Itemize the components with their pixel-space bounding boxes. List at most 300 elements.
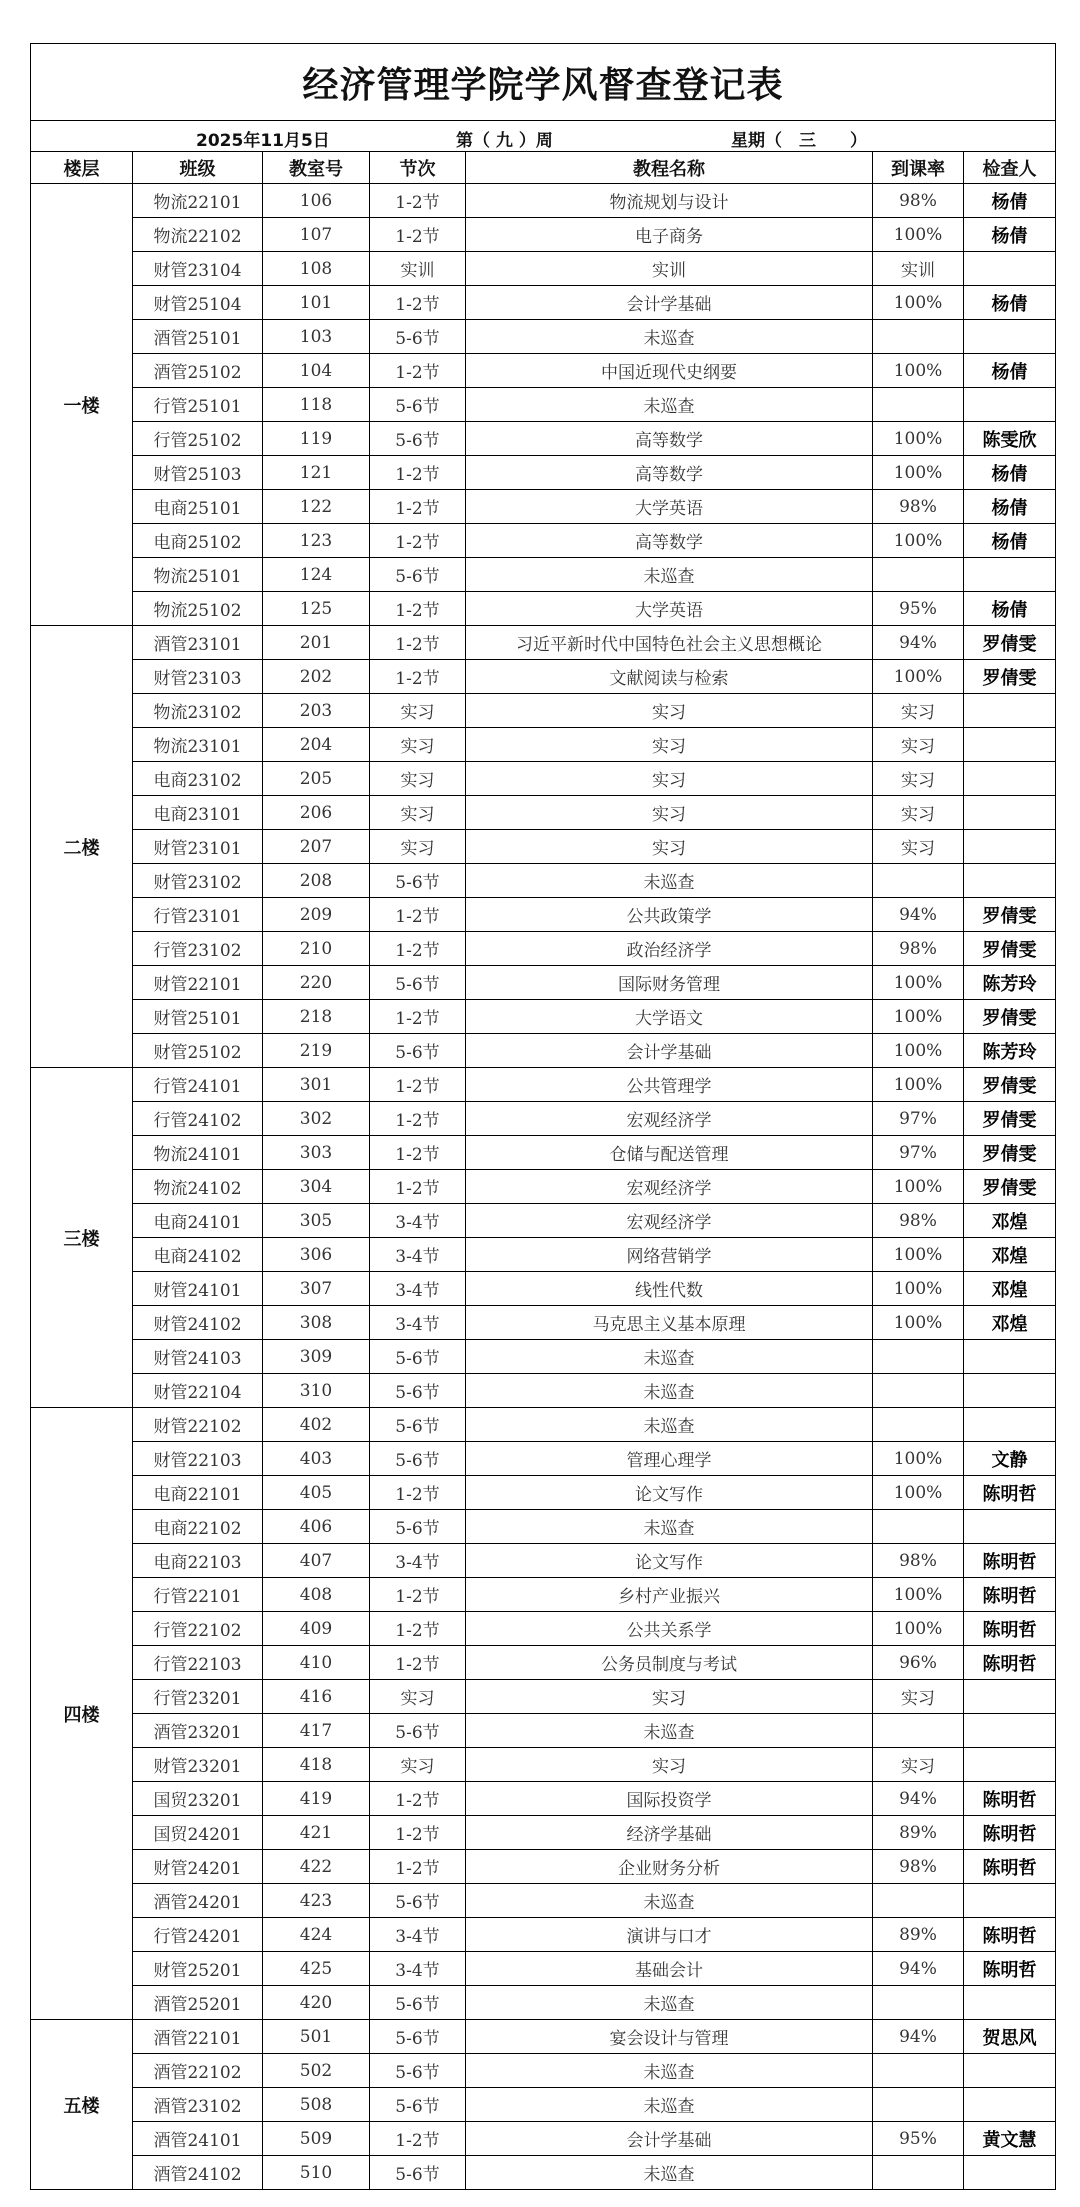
course-cell: 仓储与配送管理 bbox=[466, 1136, 873, 1170]
period-cell: 5-6节 bbox=[370, 1340, 466, 1374]
course-cell: 实习 bbox=[466, 728, 873, 762]
period-cell: 5-6节 bbox=[370, 1986, 466, 2020]
table-row bbox=[31, 1816, 1056, 1850]
inspector-cell bbox=[964, 320, 1056, 354]
attendance-cell: 100% bbox=[873, 1442, 964, 1476]
attendance-cell: 100% bbox=[873, 524, 964, 558]
class-cell: 物流22101 bbox=[133, 184, 263, 218]
course-cell: 电子商务 bbox=[466, 218, 873, 252]
table-row bbox=[31, 1782, 1056, 1816]
inspector-cell: 陈芳玲 bbox=[964, 1034, 1056, 1068]
course-cell: 会计学基础 bbox=[466, 2122, 873, 2156]
room-cell: 119 bbox=[263, 422, 370, 456]
room-cell: 403 bbox=[263, 1442, 370, 1476]
room-cell: 121 bbox=[263, 456, 370, 490]
room-cell: 301 bbox=[263, 1068, 370, 1102]
class-cell: 电商24101 bbox=[133, 1204, 263, 1238]
class-cell: 财管23104 bbox=[133, 252, 263, 286]
room-cell: 118 bbox=[263, 388, 370, 422]
attendance-cell: 实习 bbox=[873, 762, 964, 796]
period-cell: 1-2节 bbox=[370, 1816, 466, 1850]
course-cell: 未巡查 bbox=[466, 1408, 873, 1442]
room-cell: 417 bbox=[263, 1714, 370, 1748]
room-cell: 306 bbox=[263, 1238, 370, 1272]
period-cell: 1-2节 bbox=[370, 592, 466, 626]
room-cell: 410 bbox=[263, 1646, 370, 1680]
inspector-cell: 罗倩雯 bbox=[964, 898, 1056, 932]
table-row bbox=[31, 1136, 1056, 1170]
course-cell: 会计学基础 bbox=[466, 1034, 873, 1068]
class-cell: 财管23101 bbox=[133, 830, 263, 864]
attendance-cell: 100% bbox=[873, 1272, 964, 1306]
class-cell: 财管23102 bbox=[133, 864, 263, 898]
room-cell: 408 bbox=[263, 1578, 370, 1612]
course-cell: 未巡查 bbox=[466, 864, 873, 898]
attendance-cell: 98% bbox=[873, 490, 964, 524]
table-row bbox=[31, 898, 1056, 932]
inspector-cell: 杨倩 bbox=[964, 218, 1056, 252]
period-cell: 3-4节 bbox=[370, 1238, 466, 1272]
course-cell: 未巡查 bbox=[466, 388, 873, 422]
class-cell: 物流24101 bbox=[133, 1136, 263, 1170]
class-cell: 财管24101 bbox=[133, 1272, 263, 1306]
room-cell: 218 bbox=[263, 1000, 370, 1034]
period-cell: 实习 bbox=[370, 830, 466, 864]
period-cell: 3-4节 bbox=[370, 1204, 466, 1238]
period-cell: 1-2节 bbox=[370, 932, 466, 966]
room-cell: 502 bbox=[263, 2054, 370, 2088]
room-cell: 420 bbox=[263, 1986, 370, 2020]
table-row bbox=[31, 1238, 1056, 1272]
attendance-cell: 100% bbox=[873, 286, 964, 320]
date-text: 2025年11月5日 bbox=[196, 131, 330, 151]
period-cell: 1-2节 bbox=[370, 660, 466, 694]
table-row bbox=[31, 456, 1056, 490]
course-cell: 国际财务管理 bbox=[466, 966, 873, 1000]
table-row bbox=[31, 184, 1056, 218]
course-cell: 未巡查 bbox=[466, 1986, 873, 2020]
room-cell: 108 bbox=[263, 252, 370, 286]
room-cell: 303 bbox=[263, 1136, 370, 1170]
course-cell: 会计学基础 bbox=[466, 286, 873, 320]
period-cell: 3-4节 bbox=[370, 1306, 466, 1340]
inspector-cell: 黄文慧 bbox=[964, 2122, 1056, 2156]
attendance-cell: 96% bbox=[873, 1646, 964, 1680]
floor-cell: 四楼 bbox=[31, 1408, 133, 2020]
attendance-cell: 100% bbox=[873, 422, 964, 456]
table-row bbox=[31, 1374, 1056, 1408]
class-cell: 财管23103 bbox=[133, 660, 263, 694]
header-attendance: 到课率 bbox=[873, 152, 964, 184]
course-cell: 基础会计 bbox=[466, 1952, 873, 1986]
table-row bbox=[31, 1306, 1056, 1340]
room-cell: 402 bbox=[263, 1408, 370, 1442]
table-row bbox=[31, 2088, 1056, 2122]
class-cell: 行管23102 bbox=[133, 932, 263, 966]
table-row bbox=[31, 1986, 1056, 2020]
inspector-cell bbox=[964, 2156, 1056, 2190]
table-row bbox=[31, 796, 1056, 830]
inspector-cell: 杨倩 bbox=[964, 524, 1056, 558]
course-cell: 中国近现代史纲要 bbox=[466, 354, 873, 388]
header-row bbox=[31, 152, 1056, 184]
inspector-cell bbox=[964, 1714, 1056, 1748]
room-cell: 416 bbox=[263, 1680, 370, 1714]
class-cell: 物流22102 bbox=[133, 218, 263, 252]
course-cell: 实习 bbox=[466, 830, 873, 864]
table-row bbox=[31, 1204, 1056, 1238]
attendance-cell: 100% bbox=[873, 456, 964, 490]
inspector-cell bbox=[964, 1748, 1056, 1782]
period-cell: 5-6节 bbox=[370, 320, 466, 354]
table-row bbox=[31, 1544, 1056, 1578]
course-cell: 政治经济学 bbox=[466, 932, 873, 966]
period-cell: 5-6节 bbox=[370, 966, 466, 1000]
period-cell: 1-2节 bbox=[370, 1578, 466, 1612]
table-row bbox=[31, 1102, 1056, 1136]
table-row bbox=[31, 1952, 1056, 1986]
period-cell: 5-6节 bbox=[370, 2054, 466, 2088]
period-cell: 5-6节 bbox=[370, 1510, 466, 1544]
table-row bbox=[31, 1408, 1056, 1442]
course-cell: 宏观经济学 bbox=[466, 1204, 873, 1238]
inspector-cell: 陈明哲 bbox=[964, 1952, 1056, 1986]
attendance-cell: 95% bbox=[873, 2122, 964, 2156]
attendance-cell: 100% bbox=[873, 1000, 964, 1034]
course-cell: 宏观经济学 bbox=[466, 1102, 873, 1136]
class-cell: 酒管23201 bbox=[133, 1714, 263, 1748]
room-cell: 124 bbox=[263, 558, 370, 592]
course-cell: 实习 bbox=[466, 762, 873, 796]
attendance-cell: 100% bbox=[873, 966, 964, 1000]
table-row bbox=[31, 2122, 1056, 2156]
inspector-cell: 陈明哲 bbox=[964, 1646, 1056, 1680]
attendance-cell bbox=[873, 864, 964, 898]
room-cell: 206 bbox=[263, 796, 370, 830]
period-cell: 1-2节 bbox=[370, 354, 466, 388]
weekday-text: 星期（ 三 ） bbox=[731, 131, 867, 151]
course-cell: 大学英语 bbox=[466, 490, 873, 524]
course-cell: 未巡查 bbox=[466, 320, 873, 354]
class-cell: 酒管24101 bbox=[133, 2122, 263, 2156]
course-cell: 公务员制度与考试 bbox=[466, 1646, 873, 1680]
course-cell: 大学英语 bbox=[466, 592, 873, 626]
room-cell: 423 bbox=[263, 1884, 370, 1918]
table-row bbox=[31, 864, 1056, 898]
inspector-cell: 罗倩雯 bbox=[964, 1170, 1056, 1204]
attendance-cell: 94% bbox=[873, 898, 964, 932]
class-cell: 财管25102 bbox=[133, 1034, 263, 1068]
class-cell: 行管23201 bbox=[133, 1680, 263, 1714]
period-cell: 1-2节 bbox=[370, 1170, 466, 1204]
room-cell: 201 bbox=[263, 626, 370, 660]
course-cell: 高等数学 bbox=[466, 456, 873, 490]
page-title: 经济管理学院学风督查登记表 bbox=[31, 44, 1056, 121]
period-cell: 实习 bbox=[370, 1748, 466, 1782]
course-cell: 高等数学 bbox=[466, 422, 873, 456]
attendance-cell bbox=[873, 1408, 964, 1442]
period-cell: 1-2节 bbox=[370, 1476, 466, 1510]
week-text: 第（ 九 ）周 bbox=[456, 131, 553, 151]
inspector-cell: 罗倩雯 bbox=[964, 1068, 1056, 1102]
inspector-cell bbox=[964, 1510, 1056, 1544]
inspection-table bbox=[30, 43, 1056, 2190]
class-cell: 财管22101 bbox=[133, 966, 263, 1000]
room-cell: 305 bbox=[263, 1204, 370, 1238]
room-cell: 210 bbox=[263, 932, 370, 966]
class-cell: 电商23101 bbox=[133, 796, 263, 830]
inspector-cell: 罗倩雯 bbox=[964, 626, 1056, 660]
class-cell: 物流25102 bbox=[133, 592, 263, 626]
table-row bbox=[31, 1884, 1056, 1918]
room-cell: 509 bbox=[263, 2122, 370, 2156]
attendance-cell: 98% bbox=[873, 1850, 964, 1884]
course-cell: 未巡查 bbox=[466, 1340, 873, 1374]
attendance-cell: 94% bbox=[873, 1952, 964, 1986]
inspector-cell: 陈明哲 bbox=[964, 1850, 1056, 1884]
inspector-cell bbox=[964, 694, 1056, 728]
room-cell: 205 bbox=[263, 762, 370, 796]
class-cell: 电商22103 bbox=[133, 1544, 263, 1578]
room-cell: 508 bbox=[263, 2088, 370, 2122]
room-cell: 422 bbox=[263, 1850, 370, 1884]
period-cell: 5-6节 bbox=[370, 1714, 466, 1748]
course-cell: 演讲与口才 bbox=[466, 1918, 873, 1952]
room-cell: 308 bbox=[263, 1306, 370, 1340]
inspector-cell: 文静 bbox=[964, 1442, 1056, 1476]
room-cell: 208 bbox=[263, 864, 370, 898]
header-class: 班级 bbox=[133, 152, 263, 184]
table-row bbox=[31, 422, 1056, 456]
period-cell: 1-2节 bbox=[370, 1850, 466, 1884]
class-cell: 电商25101 bbox=[133, 490, 263, 524]
inspector-cell: 杨倩 bbox=[964, 184, 1056, 218]
room-cell: 107 bbox=[263, 218, 370, 252]
attendance-cell bbox=[873, 1714, 964, 1748]
class-cell: 酒管25201 bbox=[133, 1986, 263, 2020]
period-cell: 5-6节 bbox=[370, 1034, 466, 1068]
inspector-cell: 罗倩雯 bbox=[964, 1000, 1056, 1034]
period-cell: 5-6节 bbox=[370, 558, 466, 592]
attendance-cell: 100% bbox=[873, 1612, 964, 1646]
inspector-cell bbox=[964, 1374, 1056, 1408]
class-cell: 行管25102 bbox=[133, 422, 263, 456]
table-row bbox=[31, 830, 1056, 864]
class-cell: 电商23102 bbox=[133, 762, 263, 796]
attendance-cell: 实习 bbox=[873, 796, 964, 830]
inspector-cell bbox=[964, 1986, 1056, 2020]
room-cell: 510 bbox=[263, 2156, 370, 2190]
attendance-cell: 100% bbox=[873, 218, 964, 252]
class-cell: 酒管24201 bbox=[133, 1884, 263, 1918]
inspector-cell bbox=[964, 2054, 1056, 2088]
period-cell: 1-2节 bbox=[370, 2122, 466, 2156]
room-cell: 106 bbox=[263, 184, 370, 218]
table-row bbox=[31, 524, 1056, 558]
inspection-sheet bbox=[30, 43, 1055, 2190]
course-cell: 宴会设计与管理 bbox=[466, 2020, 873, 2054]
period-cell: 实习 bbox=[370, 796, 466, 830]
inspector-cell bbox=[964, 728, 1056, 762]
class-cell: 财管25104 bbox=[133, 286, 263, 320]
inspector-cell: 陈明哲 bbox=[964, 1918, 1056, 1952]
class-cell: 财管25101 bbox=[133, 1000, 263, 1034]
inspector-cell: 陈明哲 bbox=[964, 1782, 1056, 1816]
table-row bbox=[31, 1510, 1056, 1544]
room-cell: 103 bbox=[263, 320, 370, 354]
inspector-cell: 陈明哲 bbox=[964, 1612, 1056, 1646]
class-cell: 物流23102 bbox=[133, 694, 263, 728]
period-cell: 1-2节 bbox=[370, 1646, 466, 1680]
class-cell: 电商25102 bbox=[133, 524, 263, 558]
course-cell: 管理心理学 bbox=[466, 1442, 873, 1476]
course-cell: 习近平新时代中国特色社会主义思想概论 bbox=[466, 626, 873, 660]
course-cell: 未巡查 bbox=[466, 1884, 873, 1918]
class-cell: 电商22101 bbox=[133, 1476, 263, 1510]
attendance-cell: 100% bbox=[873, 1476, 964, 1510]
room-cell: 203 bbox=[263, 694, 370, 728]
table-row bbox=[31, 1272, 1056, 1306]
table-row bbox=[31, 1714, 1056, 1748]
course-cell: 未巡查 bbox=[466, 1714, 873, 1748]
class-cell: 物流23101 bbox=[133, 728, 263, 762]
attendance-cell bbox=[873, 2156, 964, 2190]
table-row bbox=[31, 2020, 1056, 2054]
class-cell: 行管23101 bbox=[133, 898, 263, 932]
class-cell: 财管24102 bbox=[133, 1306, 263, 1340]
attendance-cell: 100% bbox=[873, 1306, 964, 1340]
table-row bbox=[31, 592, 1056, 626]
period-cell: 5-6节 bbox=[370, 1884, 466, 1918]
class-cell: 财管25201 bbox=[133, 1952, 263, 1986]
course-cell: 公共管理学 bbox=[466, 1068, 873, 1102]
course-cell: 实习 bbox=[466, 694, 873, 728]
table-row bbox=[31, 1442, 1056, 1476]
period-cell: 5-6节 bbox=[370, 1442, 466, 1476]
table-row bbox=[31, 1170, 1056, 1204]
room-cell: 405 bbox=[263, 1476, 370, 1510]
inspector-cell: 陈明哲 bbox=[964, 1816, 1056, 1850]
attendance-cell bbox=[873, 1340, 964, 1374]
course-cell: 未巡查 bbox=[466, 558, 873, 592]
period-cell: 1-2节 bbox=[370, 1102, 466, 1136]
room-cell: 425 bbox=[263, 1952, 370, 1986]
class-cell: 电商24102 bbox=[133, 1238, 263, 1272]
info-row bbox=[31, 121, 1056, 152]
course-cell: 论文写作 bbox=[466, 1544, 873, 1578]
inspector-cell: 杨倩 bbox=[964, 490, 1056, 524]
class-cell: 行管24101 bbox=[133, 1068, 263, 1102]
class-cell: 行管24102 bbox=[133, 1102, 263, 1136]
inspector-cell: 陈明哲 bbox=[964, 1476, 1056, 1510]
attendance-cell: 实习 bbox=[873, 1680, 964, 1714]
room-cell: 202 bbox=[263, 660, 370, 694]
attendance-cell: 98% bbox=[873, 1204, 964, 1238]
class-cell: 财管25103 bbox=[133, 456, 263, 490]
room-cell: 122 bbox=[263, 490, 370, 524]
table-row bbox=[31, 1476, 1056, 1510]
attendance-cell: 94% bbox=[873, 626, 964, 660]
inspector-cell: 杨倩 bbox=[964, 354, 1056, 388]
inspector-cell bbox=[964, 796, 1056, 830]
table-row bbox=[31, 966, 1056, 1000]
class-cell: 行管24201 bbox=[133, 1918, 263, 1952]
table-row bbox=[31, 218, 1056, 252]
inspector-cell bbox=[964, 1680, 1056, 1714]
course-cell: 未巡查 bbox=[466, 2088, 873, 2122]
room-cell: 418 bbox=[263, 1748, 370, 1782]
inspector-cell bbox=[964, 388, 1056, 422]
class-cell: 酒管25102 bbox=[133, 354, 263, 388]
table-row bbox=[31, 1612, 1056, 1646]
period-cell: 1-2节 bbox=[370, 1612, 466, 1646]
class-cell: 财管22102 bbox=[133, 1408, 263, 1442]
header-room: 教室号 bbox=[263, 152, 370, 184]
attendance-cell: 100% bbox=[873, 1578, 964, 1612]
attendance-cell: 98% bbox=[873, 184, 964, 218]
attendance-cell: 100% bbox=[873, 660, 964, 694]
header-inspector: 检查人 bbox=[964, 152, 1056, 184]
room-cell: 419 bbox=[263, 1782, 370, 1816]
room-cell: 409 bbox=[263, 1612, 370, 1646]
attendance-cell: 100% bbox=[873, 1068, 964, 1102]
course-cell: 线性代数 bbox=[466, 1272, 873, 1306]
room-cell: 309 bbox=[263, 1340, 370, 1374]
inspector-cell: 贺思风 bbox=[964, 2020, 1056, 2054]
period-cell: 5-6节 bbox=[370, 422, 466, 456]
period-cell: 5-6节 bbox=[370, 1408, 466, 1442]
inspector-cell bbox=[964, 252, 1056, 286]
period-cell: 实训 bbox=[370, 252, 466, 286]
period-cell: 1-2节 bbox=[370, 218, 466, 252]
attendance-cell: 实习 bbox=[873, 1748, 964, 1782]
period-cell: 3-4节 bbox=[370, 1544, 466, 1578]
course-cell: 物流规划与设计 bbox=[466, 184, 873, 218]
course-cell: 乡村产业振兴 bbox=[466, 1578, 873, 1612]
inspector-cell bbox=[964, 830, 1056, 864]
inspector-cell bbox=[964, 558, 1056, 592]
attendance-cell: 98% bbox=[873, 1544, 964, 1578]
inspector-cell: 邓煌 bbox=[964, 1272, 1056, 1306]
class-cell: 财管24103 bbox=[133, 1340, 263, 1374]
class-cell: 财管24201 bbox=[133, 1850, 263, 1884]
class-cell: 财管22103 bbox=[133, 1442, 263, 1476]
table-row bbox=[31, 1340, 1056, 1374]
room-cell: 207 bbox=[263, 830, 370, 864]
attendance-cell bbox=[873, 1986, 964, 2020]
table-row bbox=[31, 320, 1056, 354]
attendance-cell bbox=[873, 1374, 964, 1408]
course-cell: 公共政策学 bbox=[466, 898, 873, 932]
period-cell: 实习 bbox=[370, 694, 466, 728]
table-row bbox=[31, 932, 1056, 966]
period-cell: 1-2节 bbox=[370, 1000, 466, 1034]
course-cell: 国际投资学 bbox=[466, 1782, 873, 1816]
class-cell: 行管22103 bbox=[133, 1646, 263, 1680]
inspector-cell: 陈芳玲 bbox=[964, 966, 1056, 1000]
period-cell: 5-6节 bbox=[370, 2088, 466, 2122]
table-row bbox=[31, 762, 1056, 796]
period-cell: 1-2节 bbox=[370, 286, 466, 320]
period-cell: 5-6节 bbox=[370, 388, 466, 422]
course-cell: 宏观经济学 bbox=[466, 1170, 873, 1204]
inspector-cell bbox=[964, 2088, 1056, 2122]
room-cell: 220 bbox=[263, 966, 370, 1000]
room-cell: 204 bbox=[263, 728, 370, 762]
table-row bbox=[31, 2054, 1056, 2088]
course-cell: 实训 bbox=[466, 252, 873, 286]
table-row bbox=[31, 1578, 1056, 1612]
